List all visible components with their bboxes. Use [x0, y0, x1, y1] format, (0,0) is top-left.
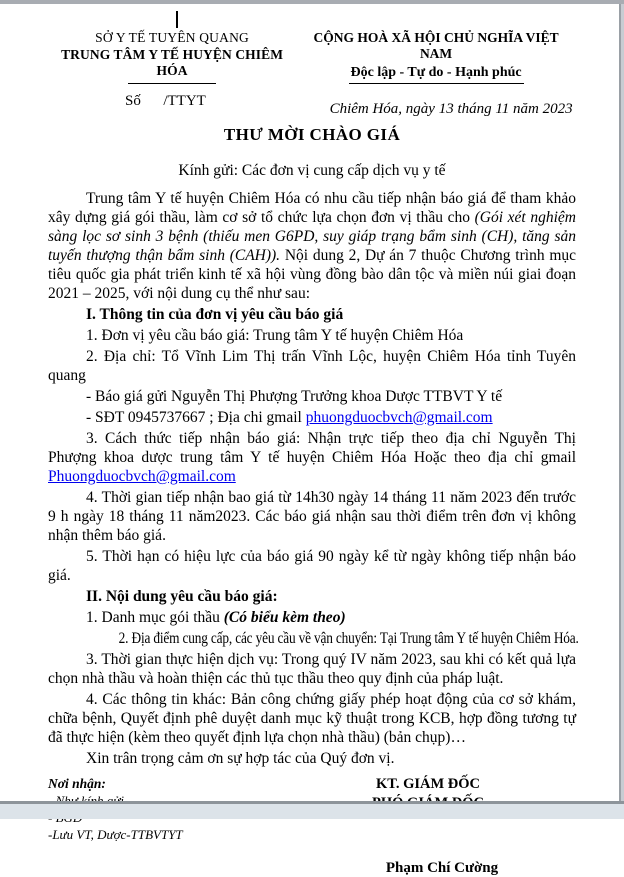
letterhead — [48, 30, 576, 84]
body-paragraphs — [48, 189, 579, 768]
text-run: Nội dung 2, Dự án 7 thuộc Chương trình mục tiêu quốc gia phát triển kinh tế xã hội vùng đồng bào dân tộc và miền núi giai đoạn 2021 – 2025, với nội dung cụ thể như sau: — [48, 247, 577, 302]
horizontal-scrollbar[interactable] — [0, 804, 624, 819]
section-2-heading — [48, 587, 576, 606]
doc-title: THƯ MỜI CHÀO GIÁ — [223, 125, 401, 144]
text-run: 4. Thời gian tiếp nhận bao giá từ 14h30 ngày 14 tháng 11 năm 2023 đến trước 9 h ngày 18 tháng 11 năm2023. Các báo giá nhận sau thời điểm trên đơn vị không nhận thêm báo giá. — [48, 489, 576, 544]
email-link[interactable]: Phuongduocbvch@gmail.com — [48, 468, 236, 485]
item-1-1 — [48, 326, 576, 345]
recipients-label: Nơi nhận: — [48, 776, 106, 791]
email-link[interactable]: phuongduocbvch@gmail.com — [305, 409, 493, 426]
letter-page — [0, 4, 624, 877]
text-run: 4. Các thông tin khác: Bản công chứng giấy phép hoạt động của cơ sở khám, chữa bệnh, Quyết định phê duyệt danh mục kỹ thuật trong KCB, hợp đồng tương tự đã thực hiện (kèm theo quyết định lựa chọn nhà thầu) (bản chụp)… — [48, 691, 576, 746]
text-run: 3. Thời gian thực hiện dịch vụ: Trong quý IV năm 2023, sau khi có kết quả lựa chọn nhà thầu và hoàn thiện các thủ tục thầu theo quy định của pháp luật. — [48, 651, 576, 687]
number-date-row — [48, 93, 576, 118]
text-run: (Gói xét nghiệm sàng lọc sơ sinh 3 bệnh (thiếu men G6PD, suy giáp trạng bẩm sinh (CH), tăng sản tuyến thượng thận bẩm sinh (CAH)). — [48, 209, 576, 264]
item-2-4 — [48, 690, 576, 747]
text-run: II. Nội dung yêu cầu báo giá: — [86, 588, 278, 605]
text-run: - SĐT 0945737667 ; Địa chi gmail — [86, 409, 306, 426]
contact-person-line — [48, 387, 576, 406]
item-1-4 — [48, 488, 576, 545]
section-1-heading — [48, 305, 576, 324]
text-run: Trung tâm Y tế huyện Chiêm Hóa có nhu cầu tiếp nhận báo giá để tham khảo xây dựng giá gói thầu, làm cơ sở tổ chức lựa chọn đơn vị thầu cho — [48, 190, 576, 226]
closing-line — [48, 749, 576, 768]
footer — [48, 775, 576, 877]
item-2-1 — [48, 608, 576, 627]
text-run: - Báo giá gửi Nguyễn Thị Phượng Trưởng khoa Dược TTBVT Y tế — [86, 388, 503, 405]
text-run: 3. Cách thức tiếp nhận báo giá: Nhận trực tiếp theo địa chỉ Nguyễn Thị Phượng khoa dược trung tâm Y tế huyện Chiêm Hóa Hoặc theo địa chỉ gmail — [48, 430, 576, 466]
doc-number: Số /TTYT — [125, 93, 206, 109]
recipients-block — [48, 775, 183, 877]
org-name: TRUNG TÂM Y TẾ HUYỆN CHIÊM HÓA — [61, 47, 284, 78]
text-run: 5. Thời hạn có hiệu lực của báo giá 90 ngày kể từ ngày không tiếp nhận báo giá. — [48, 548, 576, 584]
org-parent: SỞ Y TẾ TUYÊN QUANG — [95, 30, 249, 45]
item-2-3 — [48, 650, 576, 688]
text-run: Xin trân trọng cảm ơn sự hợp tác của Quý đơn vị. — [86, 750, 395, 767]
national-motto-block — [296, 30, 576, 84]
org-underline — [128, 83, 216, 84]
signer-title-1: KT. GIÁM ĐỐC — [375, 776, 481, 792]
text-run: (Có biểu kèm theo) — [223, 609, 346, 626]
item-1-3 — [48, 429, 576, 486]
intro-paragraph — [48, 189, 576, 303]
text-run: 2. Địa điểm cung cấp, các yêu cầu về vận chuyển: Tại Trung tâm Y tế huyện Chiêm Hóa. — [118, 630, 579, 647]
text-run: I. Thông tin của đơn vị yêu cầu báo giá — [86, 306, 344, 323]
date-line: Chiêm Hóa, ngày 13 tháng 11 năm 2023 — [329, 101, 573, 117]
text-run: 2. Địa chỉ: Tổ Vĩnh Lim Thị trấn Vĩnh Lộc, huyện Chiêm Hóa tỉnh Tuyên quang — [48, 348, 576, 384]
signer-name: Phạm Chí Cường — [385, 860, 499, 876]
issuing-org-block — [48, 30, 296, 84]
recipient-item: -Lưu VT, Dược-TTBVTYT — [48, 827, 183, 842]
contact-phone-line — [48, 408, 576, 427]
item-1-2 — [48, 347, 576, 385]
text-run: 1. Danh mục gói thầu — [86, 609, 224, 626]
motto-line2: Độc lập - Tự do - Hạnh phúc — [349, 65, 524, 84]
salutation: Kính gửi: Các đơn vị cung cấp dịch vụ y tế — [178, 162, 446, 179]
text-run: 1. Đơn vị yêu cầu báo giá: Trung tâm Y tế huyện Chiêm Hóa — [86, 327, 464, 344]
signature-block — [308, 775, 548, 877]
item-1-5 — [48, 547, 576, 585]
item-2-2 — [48, 629, 579, 648]
motto-line1: CỘNG HOÀ XÃ HỘI CHỦ NGHĨA VIỆT NAM — [313, 30, 559, 61]
